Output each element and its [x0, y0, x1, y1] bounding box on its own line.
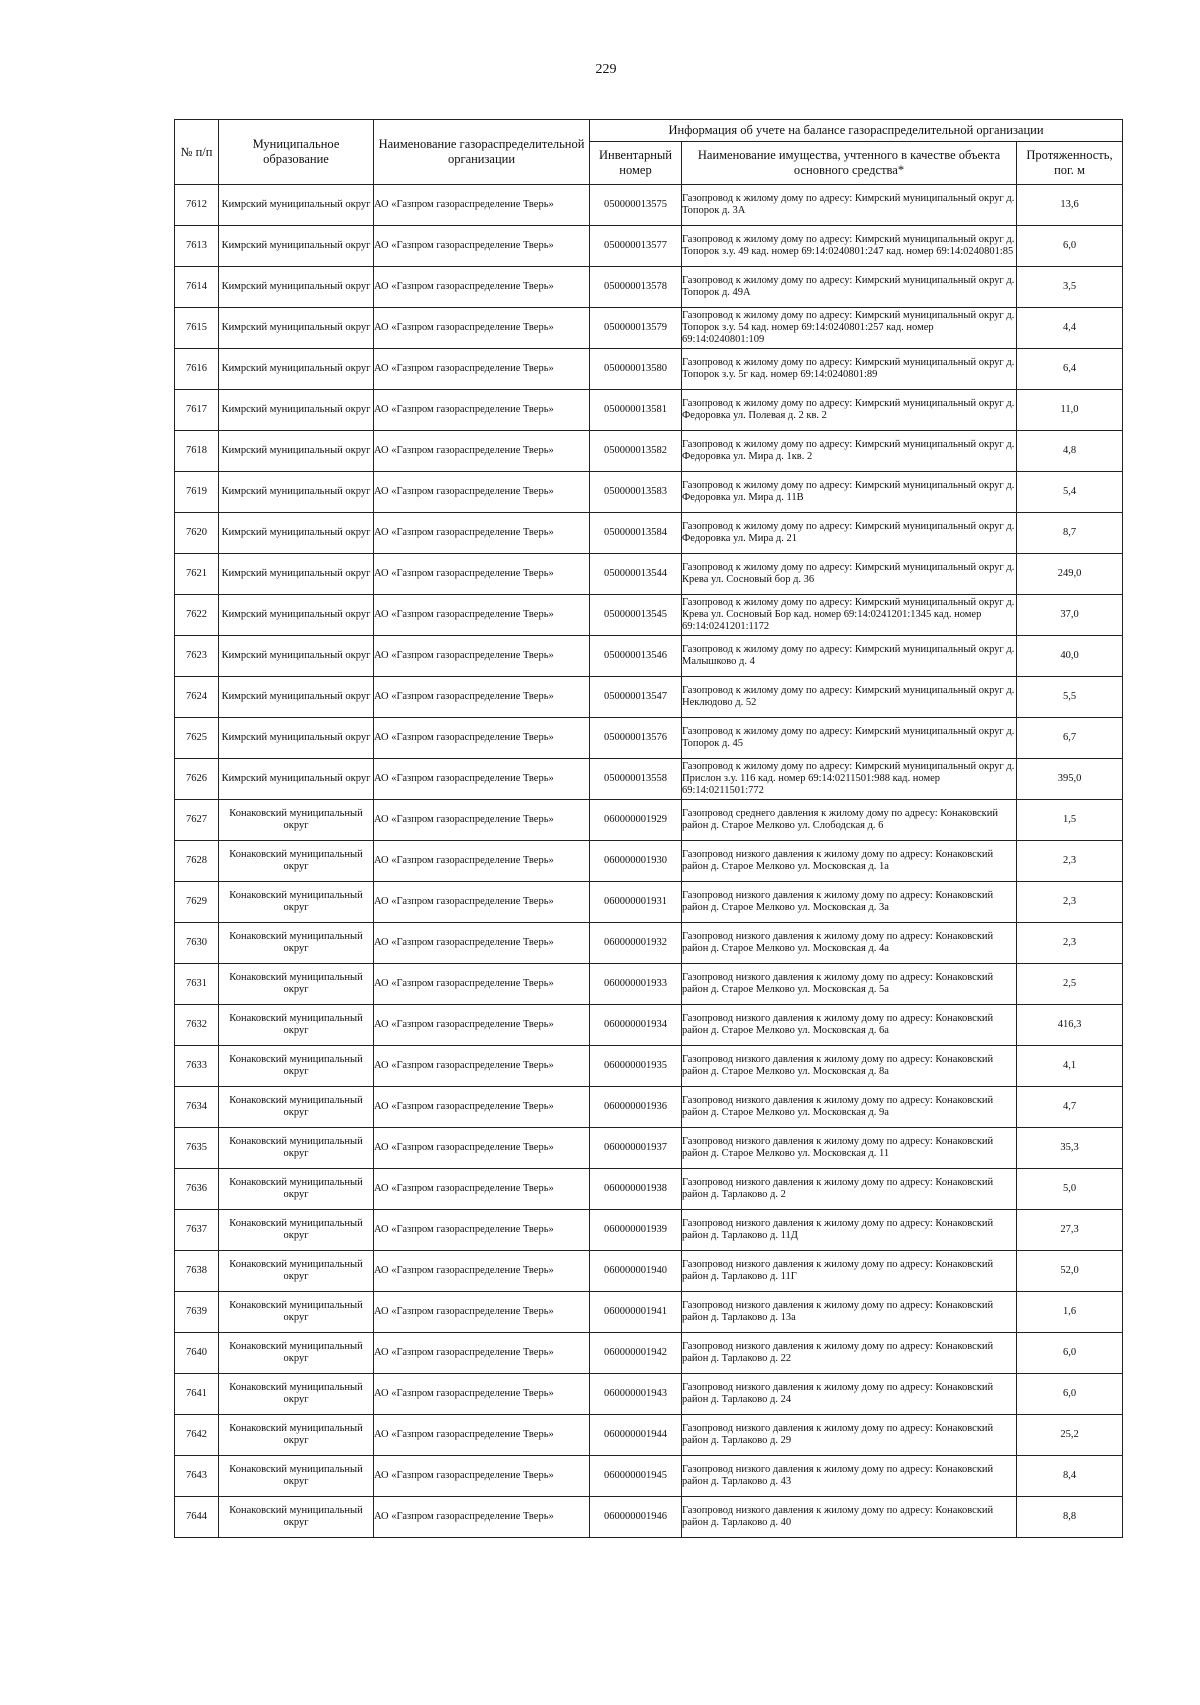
organization-cell: АО «Газпром газораспределение Тверь»	[374, 1292, 590, 1333]
row-number: 7632	[175, 1005, 219, 1046]
row-number: 7618	[175, 431, 219, 472]
organization-cell: АО «Газпром газораспределение Тверь»	[374, 841, 590, 882]
inventory-number-cell: 050000013544	[590, 554, 682, 595]
table-row	[175, 1497, 1123, 1538]
row-number: 7616	[175, 349, 219, 390]
table-row	[175, 267, 1123, 308]
property-name-cell: Газопровод низкого давления к жилому дому по адресу: Конаковский район д. Старое Мелково ул. Московская д. 6а	[682, 1005, 1017, 1046]
row-number: 7639	[175, 1292, 219, 1333]
inventory-number-cell: 050000013579	[590, 308, 682, 349]
page-number: 229	[595, 62, 617, 77]
property-name-cell: Газопровод к жилому дому по адресу: Кимрский муниципальный округ д. Федоровка ул. Мира д. 1кв. 2	[682, 431, 1017, 472]
organization-cell: АО «Газпром газораспределение Тверь»	[374, 923, 590, 964]
table-row	[175, 1210, 1123, 1251]
organization-cell: АО «Газпром газораспределение Тверь»	[374, 1169, 590, 1210]
inventory-number-cell: 060000001935	[590, 1046, 682, 1087]
header-length: Протяженность, пог. м	[1017, 142, 1123, 185]
table-row	[175, 513, 1123, 554]
property-name-cell: Газопровод к жилому дому по адресу: Кимрский муниципальный округ д. Топорок з.у. 49 кад. номер 69:14:0240801:247 кад. номер 69:14:0240801:85	[682, 226, 1017, 267]
inventory-number-cell: 060000001937	[590, 1128, 682, 1169]
length-cell: 5,4	[1017, 472, 1123, 513]
inventory-number-cell: 060000001942	[590, 1333, 682, 1374]
length-cell: 5,0	[1017, 1169, 1123, 1210]
length-cell: 2,3	[1017, 882, 1123, 923]
organization-cell: АО «Газпром газораспределение Тверь»	[374, 759, 590, 800]
organization-cell: АО «Газпром газораспределение Тверь»	[374, 226, 590, 267]
length-cell: 2,3	[1017, 923, 1123, 964]
header-property: Наименование имущества, учтенного в качестве объекта основного средства*	[682, 142, 1017, 185]
length-cell: 6,0	[1017, 1333, 1123, 1374]
length-cell: 3,5	[1017, 267, 1123, 308]
table-row	[175, 1292, 1123, 1333]
organization-cell: АО «Газпром газораспределение Тверь»	[374, 1210, 590, 1251]
inventory-number-cell: 060000001938	[590, 1169, 682, 1210]
length-cell: 4,8	[1017, 431, 1123, 472]
row-number: 7624	[175, 677, 219, 718]
row-number: 7641	[175, 1374, 219, 1415]
inventory-number-cell: 060000001932	[590, 923, 682, 964]
property-name-cell: Газопровод низкого давления к жилому дому по адресу: Конаковский район д. Старое Мелково ул. Московская д. 1а	[682, 841, 1017, 882]
table-row	[175, 472, 1123, 513]
row-number: 7633	[175, 1046, 219, 1087]
inventory-number-cell: 060000001939	[590, 1210, 682, 1251]
municipality-cell: Конаковский муниципальный округ	[219, 923, 374, 964]
length-cell: 5,5	[1017, 677, 1123, 718]
row-number: 7635	[175, 1128, 219, 1169]
length-cell: 249,0	[1017, 554, 1123, 595]
property-name-cell: Газопровод низкого давления к жилому дому по адресу: Конаковский район д. Старое Мелково ул. Московская д. 3а	[682, 882, 1017, 923]
length-cell: 4,4	[1017, 308, 1123, 349]
row-number: 7626	[175, 759, 219, 800]
length-cell: 4,1	[1017, 1046, 1123, 1087]
municipality-cell: Конаковский муниципальный округ	[219, 1415, 374, 1456]
table-row	[175, 636, 1123, 677]
property-name-cell: Газопровод к жилому дому по адресу: Кимрский муниципальный округ д. Прислон з.у. 116 кад. номер 69:14:0211501:988 кад. номер 69:14:0211501:772	[682, 759, 1017, 800]
length-cell: 2,5	[1017, 964, 1123, 1005]
length-cell: 35,3	[1017, 1128, 1123, 1169]
organization-cell: АО «Газпром газораспределение Тверь»	[374, 1333, 590, 1374]
organization-cell: АО «Газпром газораспределение Тверь»	[374, 1374, 590, 1415]
row-number: 7629	[175, 882, 219, 923]
property-name-cell: Газопровод к жилому дому по адресу: Кимрский муниципальный округ д. Топорок д. 45	[682, 718, 1017, 759]
row-number: 7642	[175, 1415, 219, 1456]
municipality-cell: Кимрский муниципальный округ	[219, 431, 374, 472]
property-register-table	[174, 119, 1123, 1538]
inventory-number-cell: 060000001943	[590, 1374, 682, 1415]
length-cell: 40,0	[1017, 636, 1123, 677]
property-name-cell: Газопровод к жилому дому по адресу: Кимрский муниципальный округ д. Топорок з.у. 54 кад. номер 69:14:0240801:257 кад. номер 69:14:0240801:109	[682, 308, 1017, 349]
organization-cell: АО «Газпром газораспределение Тверь»	[374, 882, 590, 923]
organization-cell: АО «Газпром газораспределение Тверь»	[374, 1415, 590, 1456]
table-row	[175, 1046, 1123, 1087]
organization-cell: АО «Газпром газораспределение Тверь»	[374, 431, 590, 472]
organization-cell: АО «Газпром газораспределение Тверь»	[374, 185, 590, 226]
municipality-cell: Конаковский муниципальный округ	[219, 1292, 374, 1333]
row-number: 7625	[175, 718, 219, 759]
table-row	[175, 1333, 1123, 1374]
table-row	[175, 554, 1123, 595]
header-municipality: Муниципальное образование	[219, 120, 374, 185]
inventory-number-cell: 060000001936	[590, 1087, 682, 1128]
header-organization: Наименование газораспределительной организации	[374, 120, 590, 185]
municipality-cell: Конаковский муниципальный округ	[219, 841, 374, 882]
property-name-cell: Газопровод к жилому дому по адресу: Кимрский муниципальный округ д. Малышково д. 4	[682, 636, 1017, 677]
row-number: 7621	[175, 554, 219, 595]
property-name-cell: Газопровод низкого давления к жилому дому по адресу: Конаковский район д. Тарлаково д. 29	[682, 1415, 1017, 1456]
inventory-number-cell: 050000013575	[590, 185, 682, 226]
organization-cell: АО «Газпром газораспределение Тверь»	[374, 554, 590, 595]
inventory-number-cell: 050000013546	[590, 636, 682, 677]
length-cell: 11,0	[1017, 390, 1123, 431]
municipality-cell: Конаковский муниципальный округ	[219, 1169, 374, 1210]
property-name-cell: Газопровод к жилому дому по адресу: Кимрский муниципальный округ д. Топорок д. 3А	[682, 185, 1017, 226]
organization-cell: АО «Газпром газораспределение Тверь»	[374, 472, 590, 513]
row-number: 7628	[175, 841, 219, 882]
table-row	[175, 882, 1123, 923]
table-row	[175, 1087, 1123, 1128]
property-name-cell: Газопровод к жилому дому по адресу: Кимрский муниципальный округ д. Топорок з.у. 5г кад. номер 69:14:0240801:89	[682, 349, 1017, 390]
municipality-cell: Кимрский муниципальный округ	[219, 636, 374, 677]
property-name-cell: Газопровод к жилому дому по адресу: Кимрский муниципальный округ д. Топорок д. 49А	[682, 267, 1017, 308]
organization-cell: АО «Газпром газораспределение Тверь»	[374, 308, 590, 349]
organization-cell: АО «Газпром газораспределение Тверь»	[374, 636, 590, 677]
organization-cell: АО «Газпром газораспределение Тверь»	[374, 1128, 590, 1169]
property-name-cell: Газопровод низкого давления к жилому дому по адресу: Конаковский район д. Тарлаково д. 13а	[682, 1292, 1017, 1333]
inventory-number-cell: 050000013547	[590, 677, 682, 718]
inventory-number-cell: 050000013558	[590, 759, 682, 800]
municipality-cell: Кимрский муниципальный округ	[219, 472, 374, 513]
table-row	[175, 185, 1123, 226]
inventory-number-cell: 050000013578	[590, 267, 682, 308]
table-row	[175, 1251, 1123, 1292]
organization-cell: АО «Газпром газораспределение Тверь»	[374, 390, 590, 431]
row-number: 7612	[175, 185, 219, 226]
length-cell: 13,6	[1017, 185, 1123, 226]
property-name-cell: Газопровод низкого давления к жилому дому по адресу: Конаковский район д. Старое Мелково ул. Московская д. 8а	[682, 1046, 1017, 1087]
property-name-cell: Газопровод низкого давления к жилому дому по адресу: Конаковский район д. Тарлаково д. 2	[682, 1169, 1017, 1210]
inventory-number-cell: 050000013583	[590, 472, 682, 513]
municipality-cell: Конаковский муниципальный округ	[219, 882, 374, 923]
inventory-number-cell: 050000013584	[590, 513, 682, 554]
row-number: 7617	[175, 390, 219, 431]
organization-cell: АО «Газпром газораспределение Тверь»	[374, 513, 590, 554]
table-body	[175, 185, 1123, 1538]
row-number: 7636	[175, 1169, 219, 1210]
inventory-number-cell: 060000001944	[590, 1415, 682, 1456]
table-header	[175, 120, 1123, 185]
municipality-cell: Конаковский муниципальный округ	[219, 964, 374, 1005]
inventory-number-cell: 050000013581	[590, 390, 682, 431]
municipality-cell: Конаковский муниципальный округ	[219, 1087, 374, 1128]
length-cell: 395,0	[1017, 759, 1123, 800]
inventory-number-cell: 060000001941	[590, 1292, 682, 1333]
table-row	[175, 349, 1123, 390]
municipality-cell: Конаковский муниципальный округ	[219, 1046, 374, 1087]
length-cell: 6,4	[1017, 349, 1123, 390]
municipality-cell: Кимрский муниципальный округ	[219, 267, 374, 308]
inventory-number-cell: 060000001931	[590, 882, 682, 923]
property-name-cell: Газопровод низкого давления к жилому дому по адресу: Конаковский район д. Старое Мелково ул. Московская д. 5а	[682, 964, 1017, 1005]
organization-cell: АО «Газпром газораспределение Тверь»	[374, 1046, 590, 1087]
row-number: 7630	[175, 923, 219, 964]
municipality-cell: Кимрский муниципальный округ	[219, 759, 374, 800]
length-cell: 2,3	[1017, 841, 1123, 882]
property-name-cell: Газопровод низкого давления к жилому дому по адресу: Конаковский район д. Тарлаково д. 22	[682, 1333, 1017, 1374]
organization-cell: АО «Газпром газораспределение Тверь»	[374, 1251, 590, 1292]
table-row	[175, 431, 1123, 472]
row-number: 7638	[175, 1251, 219, 1292]
municipality-cell: Конаковский муниципальный округ	[219, 1005, 374, 1046]
table-row	[175, 1374, 1123, 1415]
property-name-cell: Газопровод низкого давления к жилому дому по адресу: Конаковский район д. Старое Мелково ул. Московская д. 11	[682, 1128, 1017, 1169]
inventory-number-cell: 060000001940	[590, 1251, 682, 1292]
length-cell: 416,3	[1017, 1005, 1123, 1046]
table-row	[175, 308, 1123, 349]
table-row	[175, 1128, 1123, 1169]
row-number: 7622	[175, 595, 219, 636]
organization-cell: АО «Газпром газораспределение Тверь»	[374, 1005, 590, 1046]
row-number: 7613	[175, 226, 219, 267]
header-balance-group: Информация об учете на балансе газораспределительной организации	[590, 120, 1123, 142]
organization-cell: АО «Газпром газораспределение Тверь»	[374, 964, 590, 1005]
municipality-cell: Конаковский муниципальный округ	[219, 1210, 374, 1251]
length-cell: 6,7	[1017, 718, 1123, 759]
organization-cell: АО «Газпром газораспределение Тверь»	[374, 267, 590, 308]
inventory-number-cell: 060000001930	[590, 841, 682, 882]
inventory-number-cell: 050000013580	[590, 349, 682, 390]
municipality-cell: Кимрский муниципальный округ	[219, 595, 374, 636]
length-cell: 52,0	[1017, 1251, 1123, 1292]
property-name-cell: Газопровод к жилому дому по адресу: Кимрский муниципальный округ д. Крева ул. Сосновый бор д. 36	[682, 554, 1017, 595]
table-row	[175, 390, 1123, 431]
property-name-cell: Газопровод к жилому дому по адресу: Кимрский муниципальный округ д. Федоровка ул. Полевая д. 2 кв. 2	[682, 390, 1017, 431]
municipality-cell: Конаковский муниципальный округ	[219, 1497, 374, 1538]
header-num: № п/п	[175, 120, 219, 185]
length-cell: 8,8	[1017, 1497, 1123, 1538]
table-row	[175, 1005, 1123, 1046]
length-cell: 37,0	[1017, 595, 1123, 636]
length-cell: 1,6	[1017, 1292, 1123, 1333]
inventory-number-cell: 050000013577	[590, 226, 682, 267]
municipality-cell: Конаковский муниципальный округ	[219, 1456, 374, 1497]
property-name-cell: Газопровод среднего давления к жилому дому по адресу: Конаковский район д. Старое Мелково ул. Слободская д. 6	[682, 800, 1017, 841]
property-name-cell: Газопровод низкого давления к жилому дому по адресу: Конаковский район д. Старое Мелково ул. Московская д. 9а	[682, 1087, 1017, 1128]
municipality-cell: Кимрский муниципальный округ	[219, 308, 374, 349]
row-number: 7640	[175, 1333, 219, 1374]
municipality-cell: Кимрский муниципальный округ	[219, 390, 374, 431]
length-cell: 8,4	[1017, 1456, 1123, 1497]
organization-cell: АО «Газпром газораспределение Тверь»	[374, 1497, 590, 1538]
row-number: 7619	[175, 472, 219, 513]
row-number: 7643	[175, 1456, 219, 1497]
length-cell: 27,3	[1017, 1210, 1123, 1251]
length-cell: 6,0	[1017, 226, 1123, 267]
length-cell: 8,7	[1017, 513, 1123, 554]
row-number: 7634	[175, 1087, 219, 1128]
inventory-number-cell: 060000001934	[590, 1005, 682, 1046]
table-row	[175, 718, 1123, 759]
property-name-cell: Газопровод низкого давления к жилому дому по адресу: Конаковский район д. Тарлаково д. 11Д	[682, 1210, 1017, 1251]
inventory-number-cell: 060000001945	[590, 1456, 682, 1497]
table-row	[175, 1169, 1123, 1210]
property-name-cell: Газопровод к жилому дому по адресу: Кимрский муниципальный округ д. Федоровка ул. Мира д. 21	[682, 513, 1017, 554]
organization-cell: АО «Газпром газораспределение Тверь»	[374, 1456, 590, 1497]
municipality-cell: Кимрский муниципальный округ	[219, 554, 374, 595]
table-row	[175, 1415, 1123, 1456]
organization-cell: АО «Газпром газораспределение Тверь»	[374, 718, 590, 759]
property-name-cell: Газопровод низкого давления к жилому дому по адресу: Конаковский район д. Тарлаково д. 43	[682, 1456, 1017, 1497]
length-cell: 6,0	[1017, 1374, 1123, 1415]
inventory-number-cell: 050000013582	[590, 431, 682, 472]
municipality-cell: Конаковский муниципальный округ	[219, 800, 374, 841]
municipality-cell: Кимрский муниципальный округ	[219, 718, 374, 759]
municipality-cell: Кимрский муниципальный округ	[219, 226, 374, 267]
municipality-cell: Конаковский муниципальный округ	[219, 1333, 374, 1374]
table-row	[175, 226, 1123, 267]
row-number: 7615	[175, 308, 219, 349]
length-cell: 25,2	[1017, 1415, 1123, 1456]
inventory-number-cell: 060000001929	[590, 800, 682, 841]
organization-cell: АО «Газпром газораспределение Тверь»	[374, 800, 590, 841]
row-number: 7614	[175, 267, 219, 308]
table-row	[175, 923, 1123, 964]
property-name-cell: Газопровод низкого давления к жилому дому по адресу: Конаковский район д. Тарлаково д. 11Г	[682, 1251, 1017, 1292]
property-name-cell: Газопровод к жилому дому по адресу: Кимрский муниципальный округ д. Неклюдово д. 52	[682, 677, 1017, 718]
municipality-cell: Кимрский муниципальный округ	[219, 185, 374, 226]
table-row	[175, 841, 1123, 882]
row-number: 7637	[175, 1210, 219, 1251]
row-number: 7644	[175, 1497, 219, 1538]
row-number: 7623	[175, 636, 219, 677]
row-number: 7627	[175, 800, 219, 841]
length-cell: 4,7	[1017, 1087, 1123, 1128]
inventory-number-cell: 050000013545	[590, 595, 682, 636]
municipality-cell: Конаковский муниципальный округ	[219, 1251, 374, 1292]
inventory-number-cell: 050000013576	[590, 718, 682, 759]
municipality-cell: Кимрский муниципальный округ	[219, 513, 374, 554]
table-row	[175, 677, 1123, 718]
organization-cell: АО «Газпром газораспределение Тверь»	[374, 677, 590, 718]
municipality-cell: Конаковский муниципальный округ	[219, 1128, 374, 1169]
municipality-cell: Конаковский муниципальный округ	[219, 1374, 374, 1415]
organization-cell: АО «Газпром газораспределение Тверь»	[374, 1087, 590, 1128]
organization-cell: АО «Газпром газораспределение Тверь»	[374, 349, 590, 390]
table-row	[175, 964, 1123, 1005]
table-row	[175, 1456, 1123, 1497]
table-row	[175, 595, 1123, 636]
row-number: 7631	[175, 964, 219, 1005]
municipality-cell: Кимрский муниципальный округ	[219, 677, 374, 718]
table-row	[175, 800, 1123, 841]
header-inventory: Инвентарный номер	[590, 142, 682, 185]
property-name-cell: Газопровод к жилому дому по адресу: Кимрский муниципальный округ д. Федоровка ул. Мира д. 11В	[682, 472, 1017, 513]
property-name-cell: Газопровод низкого давления к жилому дому по адресу: Конаковский район д. Тарлаково д. 24	[682, 1374, 1017, 1415]
inventory-number-cell: 060000001933	[590, 964, 682, 1005]
organization-cell: АО «Газпром газораспределение Тверь»	[374, 595, 590, 636]
municipality-cell: Кимрский муниципальный округ	[219, 349, 374, 390]
property-name-cell: Газопровод низкого давления к жилому дому по адресу: Конаковский район д. Старое Мелково ул. Московская д. 4а	[682, 923, 1017, 964]
length-cell: 1,5	[1017, 800, 1123, 841]
table-row	[175, 759, 1123, 800]
inventory-number-cell: 060000001946	[590, 1497, 682, 1538]
row-number: 7620	[175, 513, 219, 554]
property-name-cell: Газопровод к жилому дому по адресу: Кимрский муниципальный округ д. Крева ул. Сосновый Бор кад. номер 69:14:0241201:1345 кад. номер 69:14:0241201:1172	[682, 595, 1017, 636]
property-name-cell: Газопровод низкого давления к жилому дому по адресу: Конаковский район д. Тарлаково д. 40	[682, 1497, 1017, 1538]
